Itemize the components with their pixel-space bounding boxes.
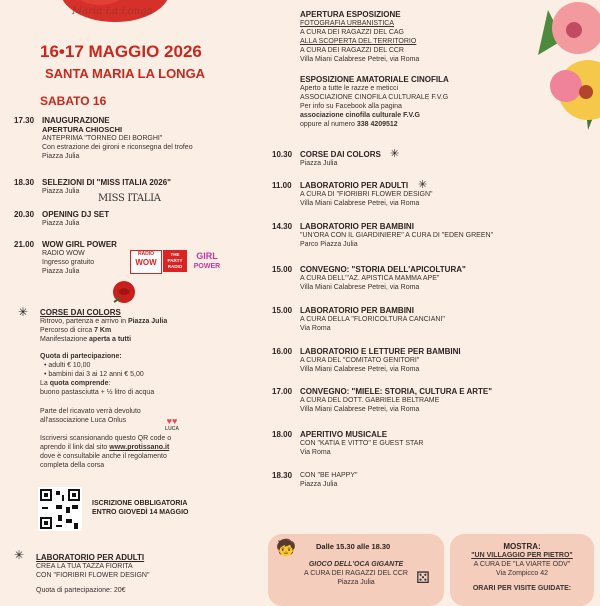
ricavato-line1: Parte del ricavato verrà devoluto	[40, 408, 141, 415]
corse-line1: Ritrovo, partenza e arrivo in	[40, 318, 128, 325]
event-place: Via Roma	[300, 449, 331, 456]
event-block	[42, 116, 252, 161]
comprende-text: buono pastasciutta + ½ litro di acqua	[40, 389, 155, 396]
lab-title: LABORATORIO PER ADULTI	[36, 553, 145, 562]
comprende-post: :	[108, 380, 111, 387]
event-block	[300, 306, 445, 333]
event-time: 20.30	[14, 210, 35, 219]
event-place: Piazza Julia	[42, 220, 80, 227]
logo-script: Maria La Longa	[72, 6, 153, 17]
dice-icon: ⚄	[416, 570, 430, 587]
mostra-line1: A CURA DE "LA VIARTE ODV"	[473, 561, 571, 568]
event-time: 17.30	[14, 116, 35, 125]
esposizione-line2: A CURA DEI RAGAZZI DEL CAG	[300, 29, 404, 36]
event-time: 18.00	[272, 430, 293, 439]
event-block	[300, 471, 357, 489]
mostra-subtitle: "UN VILLAGGIO PER PIETRO"	[471, 552, 573, 559]
event-place: Villa Miani Calabrese Petrei, via Roma	[300, 200, 420, 207]
power-label: POWER	[193, 263, 221, 270]
cinofila-phone: 338 4209512	[356, 121, 398, 128]
event-place: Piazza Julia	[300, 160, 338, 167]
luca-onlus-logo: ♥♥ LUCA	[160, 416, 184, 438]
event-title: LABORATORIO PER ADULTI	[300, 181, 409, 190]
day-title: SABATO 16	[40, 94, 107, 108]
event-place: Parco Piazza Julia	[300, 241, 358, 248]
corse-line3-bold: aperta a tutti	[89, 336, 132, 343]
lab-line2: CON "FIORIBRI FLOWER DESIGN"	[36, 572, 150, 579]
iscr-line2: aprendo il link dal sito	[40, 444, 110, 451]
cinofila-line3: Per info su Facebook alla pagina	[300, 103, 402, 110]
qr-code[interactable]	[38, 487, 82, 536]
event-line: A CURA DEL DOTT. GABRIELE BELTRAME	[300, 397, 440, 404]
event-dates: 16•17 MAGGIO 2026	[40, 42, 202, 61]
quota-kids: • bambini dai 3 ai 12 anni € 5,00	[44, 371, 144, 378]
iscr-line4: completa della corsa	[40, 462, 105, 469]
ricavato-line2: all'associazione Luca Onlus	[40, 417, 127, 424]
cinofila-line4: associazione cinofila culturale F.V.G	[300, 112, 420, 119]
event-time: 18.30	[14, 178, 35, 187]
event-line: A CURA DELL'"AZ. APISTICA MAMMA APE"	[300, 275, 440, 282]
luca-label: LUCA	[165, 426, 179, 432]
event-title: APERITIVO MUSICALE	[300, 430, 388, 439]
sparkle-icon: ✳	[390, 148, 400, 160]
sparkle-icon: ✳	[418, 179, 428, 191]
gioco-line1: A CURA DEI RAGAZZI DEL CCR	[304, 570, 408, 577]
event-line: CON "KATIA E VITTO" E GUEST STAR	[300, 440, 424, 447]
esposizione-line3: ALLA SCOPERTA DEL TERRITORIO	[300, 38, 417, 45]
obbligatoria-line2: ENTRO GIOVEDÌ 14 MAGGIO	[92, 509, 189, 516]
event-line: Ingresso gratuito	[42, 259, 95, 266]
corse-line3: Manifestazione	[40, 336, 90, 343]
event-title: CONVEGNO: "STORIA DELL'APICOLTURA"	[300, 265, 466, 274]
mostra-title: MOSTRA:	[503, 542, 541, 551]
event-title: OPENING DJ SET	[42, 210, 110, 219]
cinofila-line1: Aperto a tutte le razze e meticci	[300, 85, 399, 92]
event-line: RADIO WOW	[42, 250, 85, 257]
mostra-line3: ORARI PER VISITE GUIDATE:	[472, 585, 572, 592]
event-time: 16.00	[272, 347, 293, 356]
esposizione-title: APERTURA ESPOSIZIONE	[300, 10, 401, 19]
gioco-title: GIOCO DELL'OCA GIGANTE	[308, 561, 404, 568]
sparkle-icon: ✳	[14, 548, 25, 562]
event-place: Via Roma	[300, 325, 331, 332]
event-title: CONVEGNO: "MIELE: STORIA, CULTURA E ARTE"	[300, 387, 493, 396]
iscr-line1: Iscriversi scansionando questo QR code o	[40, 435, 172, 442]
radio-label: RADIO	[137, 251, 155, 257]
quota-title: Quota di partecipazione:	[40, 353, 122, 360]
event-time: 18.30	[272, 471, 293, 480]
event-place: Villa Miani Calabrese Petrei, via Roma	[300, 366, 420, 373]
gioco-oca-box	[268, 534, 444, 606]
event-line: Con estrazione dei gironi e riconsegna del trofeo	[42, 144, 193, 151]
event-block	[300, 265, 466, 292]
gioco-time: Dalle 15.30 alle 18.30	[316, 542, 391, 551]
corse-line2-bold: 7 Km	[94, 327, 112, 334]
website-link[interactable]: www.protissano.it	[109, 444, 170, 451]
event-line: A CURA DELLA "FLORICOLTURA CANCIANI"	[300, 316, 445, 323]
sparkle-icon: ✳	[18, 305, 29, 319]
mostra-box	[450, 534, 594, 606]
lab-adults-block	[36, 553, 149, 595]
event-block	[300, 222, 493, 249]
event-title: LABORATORIO E LETTURE PER BAMBINI	[300, 347, 461, 356]
event-place: Villa Miani Calabrese Petrei, via Roma	[300, 406, 420, 413]
corse-line2: Percorso di circa	[40, 327, 95, 334]
event-time: 21.00	[14, 240, 35, 249]
event-title: INAUGURAZIONE	[42, 116, 110, 125]
event-title: SELEZIONI DI "MISS ITALIA 2026"	[42, 178, 171, 187]
mostra-line2: Via Zompicco 42	[495, 570, 548, 577]
wow-label: WOW	[135, 258, 157, 267]
rose-icon	[110, 280, 138, 311]
event-time: 15.00	[272, 265, 293, 274]
kids-icon: 🧒	[276, 540, 296, 557]
event-title: LABORATORIO PER BAMBINI	[300, 222, 414, 231]
radio-wow-logo	[130, 250, 162, 274]
event-line: ANTEPRIMA "TORNEO DEI BORGHI"	[42, 135, 163, 142]
event-block	[300, 387, 492, 414]
cinofila-line2: ASSOCIAZIONE CINOFILA CULTURALE F.V.G	[300, 94, 449, 101]
corse-line1-bold: Piazza Julia	[127, 318, 168, 325]
event-block	[300, 430, 423, 457]
cinofila-line5: oppure al numero	[300, 121, 357, 128]
obbligatoria-line1: ISCRIZIONE OBBLIGATORIA	[92, 500, 188, 507]
miss-italia-logo	[98, 188, 178, 206]
event-line: A CURA DI "FIORIBRI FLOWER DESIGN"	[300, 191, 433, 198]
esposizione-line4: A CURA DEI RAGAZZI DEL CCR	[300, 47, 404, 54]
gioco-line2: Piazza Julia	[337, 579, 375, 586]
esposizione-block	[300, 10, 520, 129]
event-line: CON "BE HAPPY"	[300, 472, 358, 479]
event-title: CORSE DAI COLORS	[300, 150, 381, 159]
event-time: 11.00	[272, 181, 292, 190]
quota-adult: • adulti € 10,00	[44, 362, 91, 369]
event-block	[300, 150, 381, 168]
event-block	[300, 181, 433, 208]
miss-italia-text: MISS ITALIA	[98, 193, 161, 204]
cinofila-title: ESPOSIZIONE AMATORIALE CINOFILA	[300, 75, 449, 84]
event-subtitle: APERTURA CHIOSCHI	[42, 125, 123, 134]
lab-line3: Quota di partecipazione: 20€	[36, 587, 126, 594]
event-place: SANTA MARIA LA LONGA	[45, 66, 206, 81]
girl-label: GIRL	[196, 251, 218, 261]
corse-block	[40, 308, 260, 470]
corse-title: CORSE DAI COLORS	[40, 308, 121, 317]
party-label: THE PARTY RADIO	[167, 252, 183, 269]
hibiscus-flowers-image	[528, 0, 600, 150]
comprende-bold: quota comprende	[49, 380, 109, 387]
party-radio-logo	[163, 250, 187, 272]
lab-line1: CREA LA TUA TAZZA FIORITA	[36, 563, 133, 570]
event-block	[42, 210, 109, 228]
event-block	[42, 240, 117, 276]
event-place: Piazza Julia	[300, 481, 338, 488]
event-time: 10.30	[272, 150, 293, 159]
event-place: Villa Miani Calabrese Petrei, via Roma	[300, 284, 420, 291]
event-time: 17.00	[272, 387, 293, 396]
event-block	[300, 347, 461, 374]
event-line: "UN'ORA CON IL GIARDINIERE" A CURA DI "EDEN GREEN"	[300, 232, 494, 239]
event-time: 14.30	[272, 222, 293, 231]
comprende-pre: La	[40, 380, 50, 387]
event-title: LABORATORIO PER BAMBINI	[300, 306, 414, 315]
event-place: Piazza Julia	[42, 268, 80, 275]
girl-power-logo	[192, 248, 222, 274]
iscr-line3: dove è consultabile anche il regolamento	[40, 453, 167, 460]
obbligatoria-block	[92, 499, 188, 517]
event-place: Piazza Julia	[42, 153, 80, 160]
event-line: A CURA DEL "COMITATO GENITORI"	[300, 357, 420, 364]
esposizione-line5: Villa Miani Calabrese Petrei, via Roma	[300, 56, 420, 63]
event-title: WOW GIRL POWER	[42, 240, 117, 249]
event-place: Piazza Julia	[42, 188, 80, 195]
esposizione-line1: FOTOGRAFIA URBANISTICA	[300, 20, 394, 27]
event-time: 15.00	[272, 306, 293, 315]
